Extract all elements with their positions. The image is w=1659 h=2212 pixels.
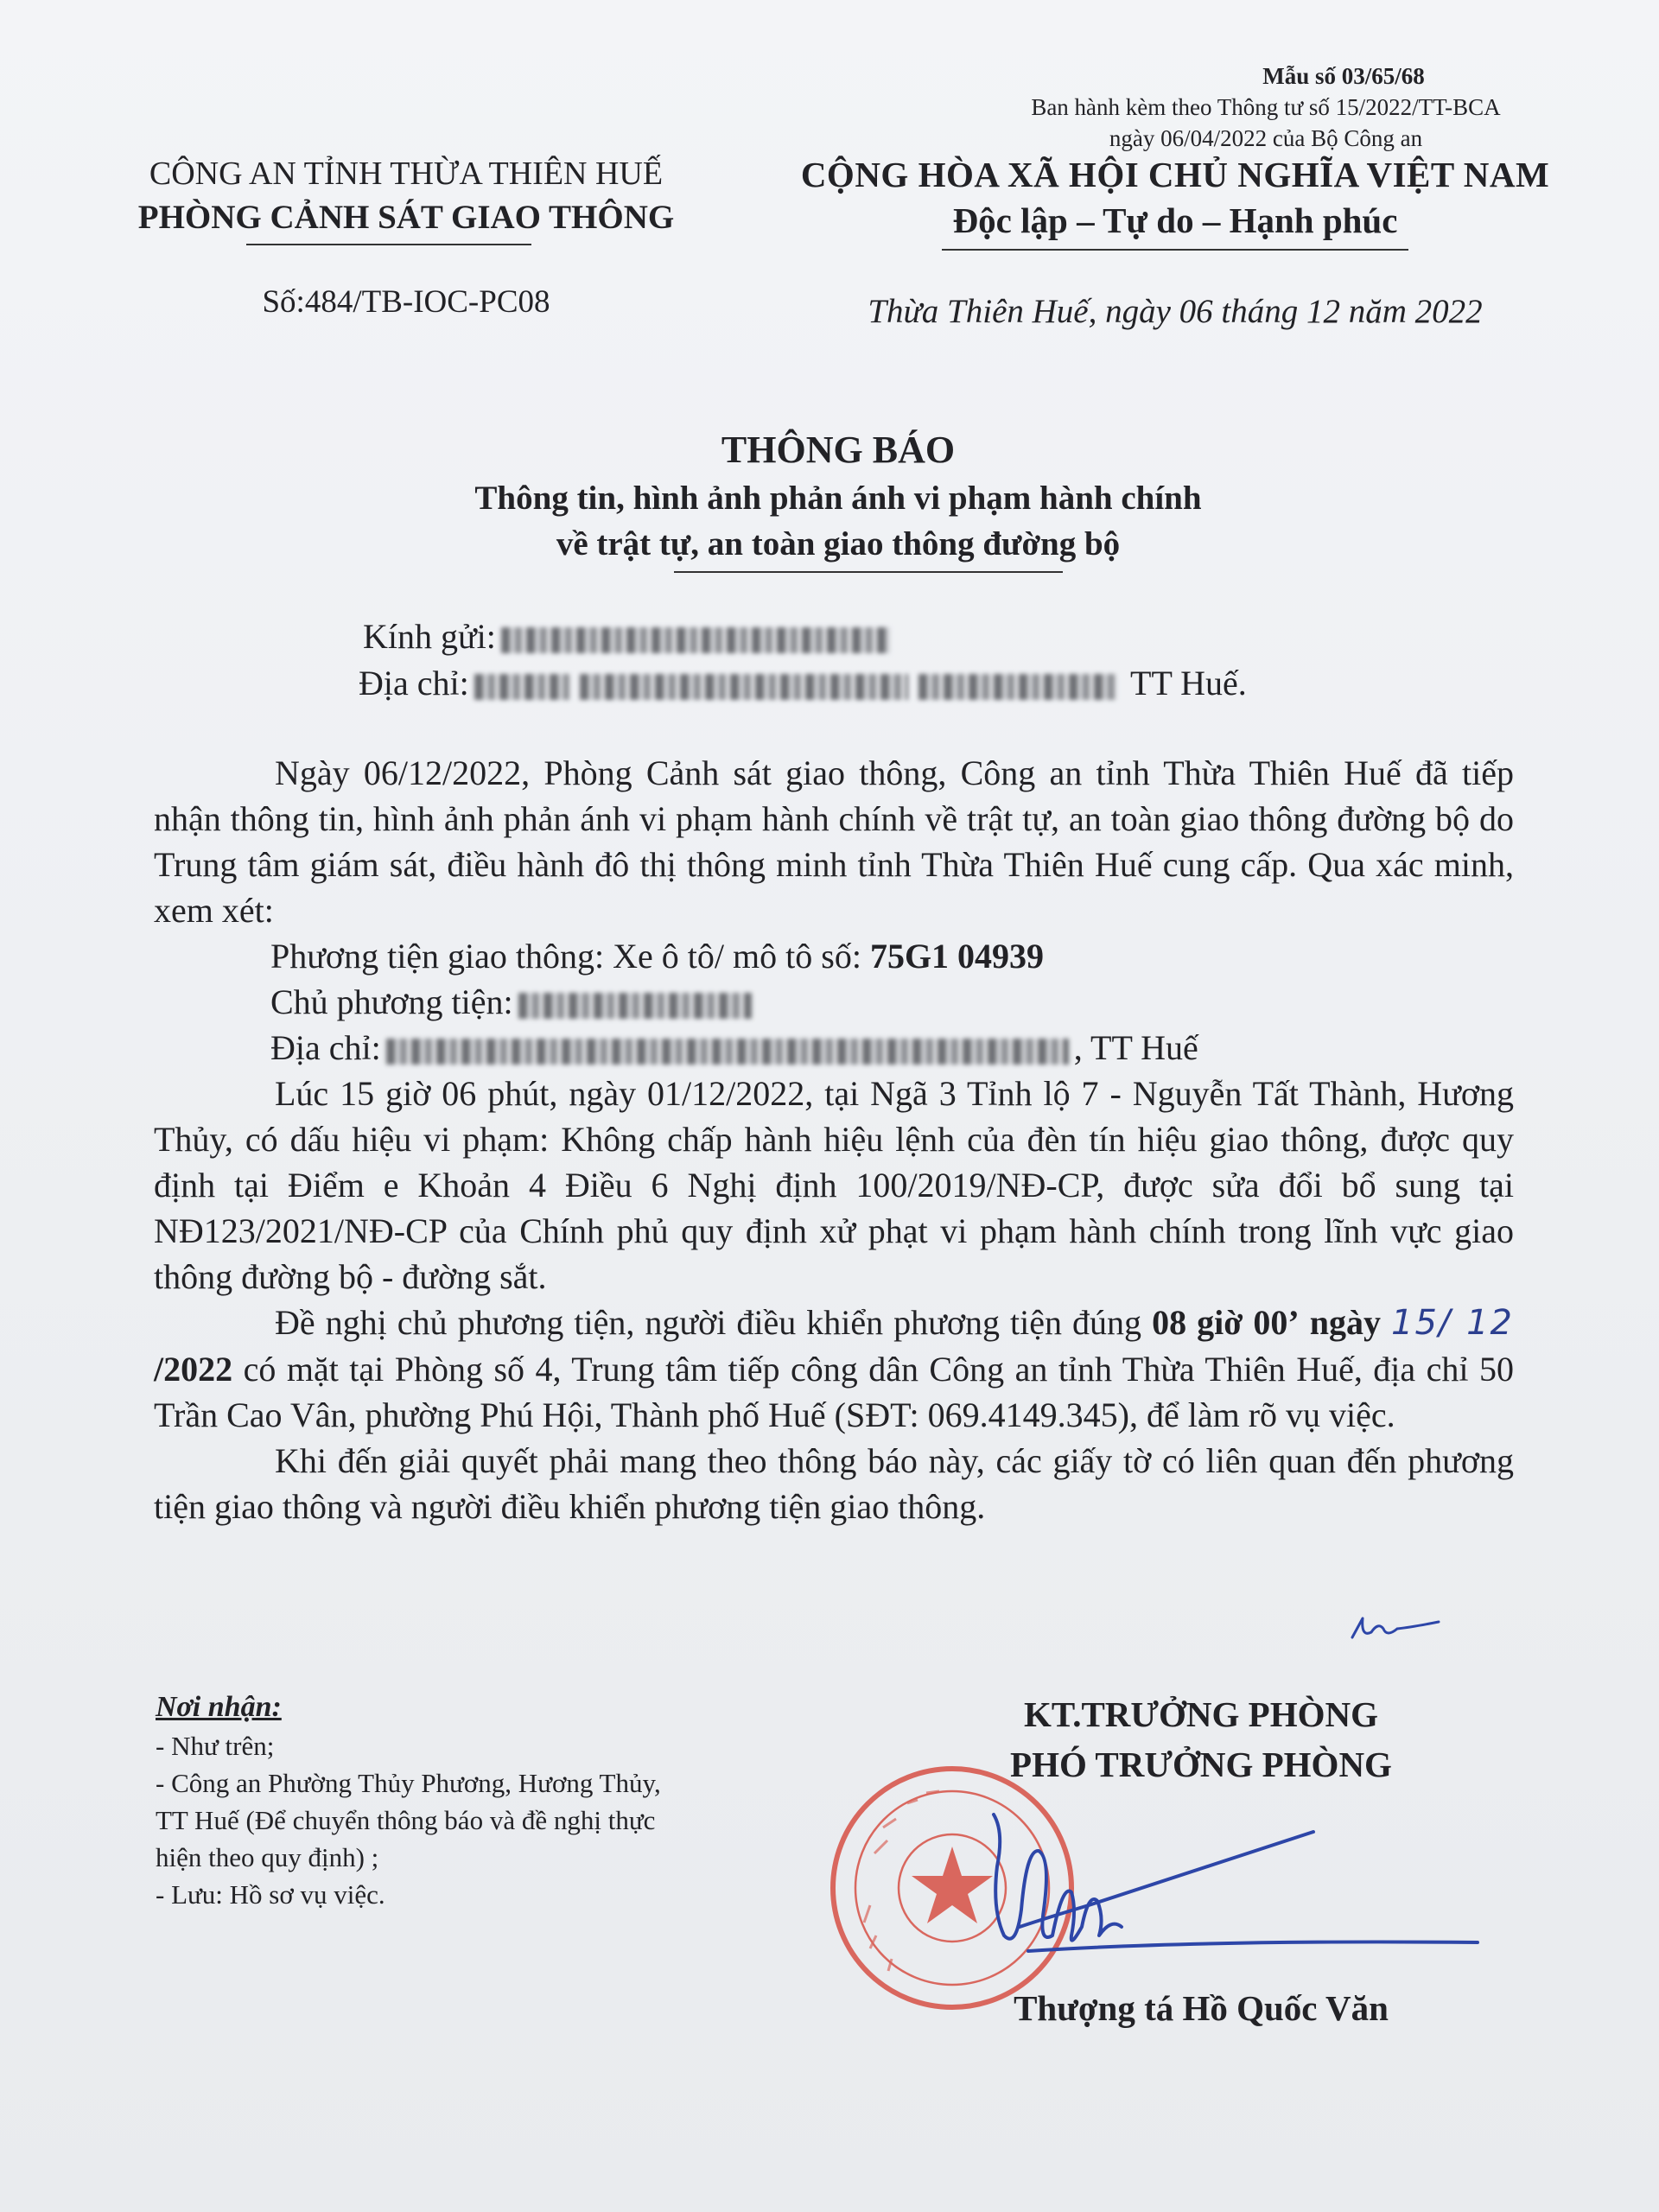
owner-line (154, 979, 1514, 1025)
owner-address-label: Địa chỉ: (270, 1028, 381, 1067)
handwritten-signature (942, 1797, 1495, 1996)
recipient-address-suffix: TT Huế. (1130, 664, 1247, 702)
notice-body (154, 750, 1514, 1529)
vehicle-label: Phương tiện giao thông: Xe ô tô/ mô tô số: (270, 937, 870, 976)
owner-address-line (154, 1025, 1514, 1071)
vehicle-plate: 75G1 04939 (869, 937, 1045, 976)
request-text-2: có mặt tại Phòng số 4, Trung tâm tiếp công dân Công an tỉnh Thừa Thiên Huế, địa chỉ 50 Trần Cao Vân, phường Phú Hội, Thành phố Huế (SĐT: 069.4149.345), để làm rõ vụ việc. (154, 1350, 1514, 1434)
issuer-underline (246, 244, 531, 245)
recipients-list (156, 1688, 830, 1913)
place-and-date: Thừa Thiên Huế, ngày 06 tháng 12 năm 2022 (868, 293, 1483, 330)
owner-label: Chủ phương tiện: (270, 982, 513, 1021)
owner-address-suffix: , TT Huế (1073, 1028, 1198, 1067)
handwritten-date: 15/ 12 (1391, 1303, 1515, 1343)
recipients-item: - Như trên; (156, 1731, 275, 1761)
redacted-address-part-1 (474, 674, 569, 700)
nation-name: CỘNG HÒA XÃ HỘI CHỦ NGHĨA VIỆT NAM (800, 155, 1550, 194)
notice-title (259, 425, 1417, 567)
paragraph-violation: Lúc 15 giờ 06 phút, ngày 01/12/2022, tại Ngã 3 Tỉnh lộ 7 - Nguyễn Tất Thành, Hương Thủy, có dấu hiệu vi phạm: Không chấp hành hiệu lệnh của đèn tín hiệu giao thông, được quy định tại Điểm e Khoản 4 Điều 6 Nghị định 100/2019/NĐ-CP, được sửa đổi bổ sung tại NĐ123/2021/NĐ-CP của Chính phủ quy định xử phạt vi phạm hành chính trong lĩnh vực giao thông đường bộ - đường sắt. (154, 1074, 1514, 1296)
request-day-label: ngày (1309, 1303, 1391, 1342)
vehicle-line (154, 933, 1514, 979)
recipients-item: TT Huế (Để chuyển thông báo và đề nghị thực (156, 1805, 656, 1835)
recipient-address-line (359, 660, 1247, 707)
paragraph-intro: Ngày 06/12/2022, Phòng Cảnh sát giao thông, Công an tỉnh Thừa Thiên Huế đã tiếp nhận thông tin, hình ảnh phản ánh vi phạm hành chính về trật tự, an toàn giao thông đường bộ do Trung tâm giám sát, điều hành đô thị thông minh tỉnh Thừa Thiên Huế cung cấp. Qua xác minh, xem xét: (154, 753, 1514, 930)
recipient-line (363, 613, 895, 660)
paragraph-final: Khi đến giải quyết phải mang theo thông báo này, các giấy tờ có liên quan đến phương tiện giao thông và người điều khiển phương tiện giao thông. (154, 1441, 1514, 1526)
request-year: /2022 (154, 1350, 233, 1389)
request-time: 08 giờ 00’ (1152, 1303, 1300, 1342)
recipients-item: - Lưu: Hồ sơ vụ việc. (156, 1879, 385, 1910)
paragraph-request (154, 1300, 1514, 1438)
document-number: Số:484/TB-IOC-PC08 (262, 284, 550, 320)
title-main: THÔNG BÁO (721, 429, 956, 471)
recipients-item: - Công an Phường Thủy Phương, Hương Thủy, (156, 1768, 661, 1798)
national-motto: Độc lập – Tự do – Hạnh phúc (952, 200, 1398, 240)
issuer-agency: CÔNG AN TỈNH THỪA THIÊN HUẾ (149, 156, 664, 192)
form-code: Mẫu số 03/65/68 (1262, 63, 1425, 89)
signature-title-line-2: PHÓ TRƯỞNG PHÒNG (1010, 1745, 1392, 1784)
national-header (743, 152, 1607, 244)
recipient-label: Kính gửi: (363, 617, 496, 656)
signature-title-line-1: KT.TRƯỞNG PHÒNG (1024, 1694, 1378, 1734)
redacted-address-part-2 (580, 674, 908, 700)
request-text-1: Đề nghị chủ phương tiện, người điều khiển phương tiện đúng (275, 1303, 1153, 1342)
redacted-owner-name (518, 993, 752, 1019)
handwritten-tick-mark (1344, 1603, 1447, 1655)
redacted-address-part-3 (918, 674, 1117, 700)
signer-name: Thượng tá Hồ Quốc Văn (1014, 1988, 1389, 2028)
redacted-recipient-name (501, 627, 890, 653)
form-issued-date: ngày 06/04/2022 của Bộ Công an (1109, 125, 1423, 151)
title-line-2: về trật tự, an toàn giao thông đường bộ (556, 525, 1121, 563)
issuer-header (104, 152, 709, 240)
recipients-heading: Nơi nhận: (156, 1691, 282, 1723)
recipient-address-label: Địa chỉ: (359, 664, 469, 702)
recipients-item: hiện theo quy định) ; (156, 1842, 379, 1872)
issuer-department: PHÒNG CẢNH SÁT GIAO THÔNG (137, 199, 675, 236)
form-identifier (942, 60, 1590, 154)
title-line-1: Thông tin, hình ảnh phản ánh vi phạm hành chính (474, 480, 1202, 517)
redacted-owner-address (386, 1039, 1069, 1065)
form-issued-with: Ban hành kèm theo Thông tư số 15/2022/TT-BCA (1031, 94, 1501, 120)
title-underline (674, 571, 1063, 573)
motto-underline (942, 249, 1408, 251)
